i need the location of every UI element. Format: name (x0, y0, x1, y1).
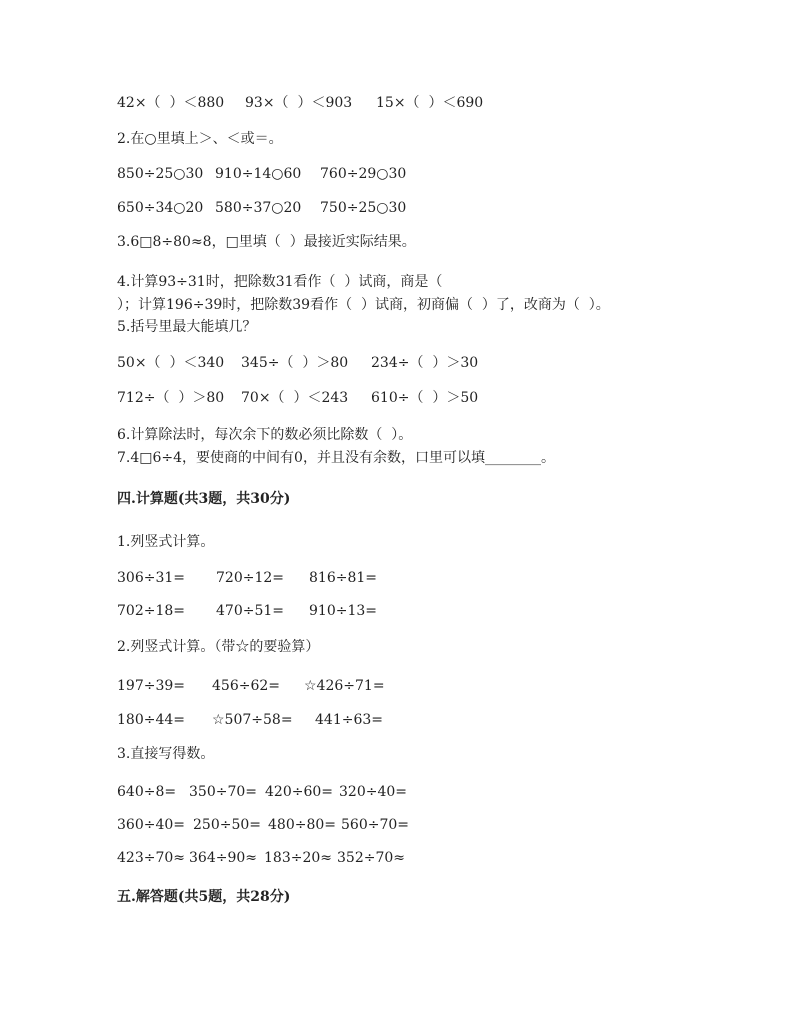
compare-3: 760÷29○30 (320, 166, 407, 182)
calc-1-c: 816÷81= (309, 570, 377, 586)
calc-3-title: 3.直接写得数。 (117, 746, 215, 762)
question-2: 2.在○里填上＞、＜或＝。 (117, 131, 283, 147)
direct-4: 320÷40= (339, 784, 407, 800)
question-6: 6.计算除法时，每次余下的数必须比除数（ ）。 (117, 427, 413, 443)
direct-11: 183÷20≈ (264, 850, 332, 866)
problem-1-b: 93×（ ）＜903 (245, 95, 353, 111)
calc-1-d: 702÷18= (117, 603, 185, 619)
calc-2-c: ☆426÷71= (304, 678, 385, 694)
calc-1-f: 910÷13= (309, 603, 377, 619)
direct-8: 560÷70= (341, 817, 409, 833)
compare-6: 750÷25○30 (320, 200, 407, 216)
fill-3: 234÷（ ）＞30 (371, 355, 479, 371)
question-4-line-2: ）；计算196÷39时，把除数39看作（ ）试商，初商偏（ ）了，改商为（ ）。 (117, 297, 610, 313)
question-4-line-1: 4.计算93÷31时，把除数31看作（ ）试商，商是（ (117, 274, 443, 290)
direct-2: 350÷70= (189, 784, 257, 800)
problem-1-a: 42×（ ）＜880 (117, 95, 225, 111)
calc-1-a: 306÷31= (117, 570, 185, 586)
calc-2-e: ☆507÷58= (212, 712, 293, 728)
fill-1: 50×（ ）＜340 (117, 355, 225, 371)
problem-1-c: 15×（ ）＜690 (376, 95, 484, 111)
section-4-heading: 四.计算题(共3题，共30分) (117, 491, 291, 507)
compare-5: 580÷37○20 (215, 200, 302, 216)
direct-6: 250÷50= (193, 817, 261, 833)
calc-1-title: 1.列竖式计算。 (117, 534, 215, 550)
fill-6: 610÷（ ）＞50 (371, 390, 479, 406)
calc-2-f: 441÷63= (315, 712, 383, 728)
compare-4: 650÷34○20 (117, 200, 204, 216)
direct-10: 364÷90≈ (189, 850, 257, 866)
direct-3: 420÷60= (265, 784, 333, 800)
calc-2-b: 456÷62= (212, 678, 280, 694)
direct-12: 352÷70≈ (337, 850, 405, 866)
question-7: 7.4□6÷4，要使商的中间有0，并且没有余数，口里可以填________。 (117, 450, 555, 466)
question-5: 5.括号里最大能填几？ (117, 319, 257, 335)
direct-7: 480÷80= (268, 817, 336, 833)
section-5-heading: 五.解答题(共5题，共28分) (117, 889, 291, 905)
direct-9: 423÷70≈ (117, 850, 185, 866)
calc-1-e: 470÷51= (216, 603, 284, 619)
question-3: 3.6□8÷80≈8，□里填（ ）最接近实际结果。 (117, 234, 416, 250)
fill-5: 70×（ ）＜243 (241, 390, 349, 406)
compare-2: 910÷14○60 (215, 166, 302, 182)
compare-1: 850÷25○30 (117, 166, 204, 182)
calc-2-d: 180÷44= (117, 712, 185, 728)
calc-2-title: 2.列竖式计算。（带☆的要验算） (117, 639, 320, 655)
direct-5: 360÷40= (117, 817, 185, 833)
fill-4: 712÷（ ）＞80 (117, 390, 225, 406)
fill-2: 345÷（ ）＞80 (241, 355, 349, 371)
calc-2-a: 197÷39= (117, 678, 185, 694)
calc-1-b: 720÷12= (216, 570, 284, 586)
direct-1: 640÷8= (117, 784, 177, 800)
